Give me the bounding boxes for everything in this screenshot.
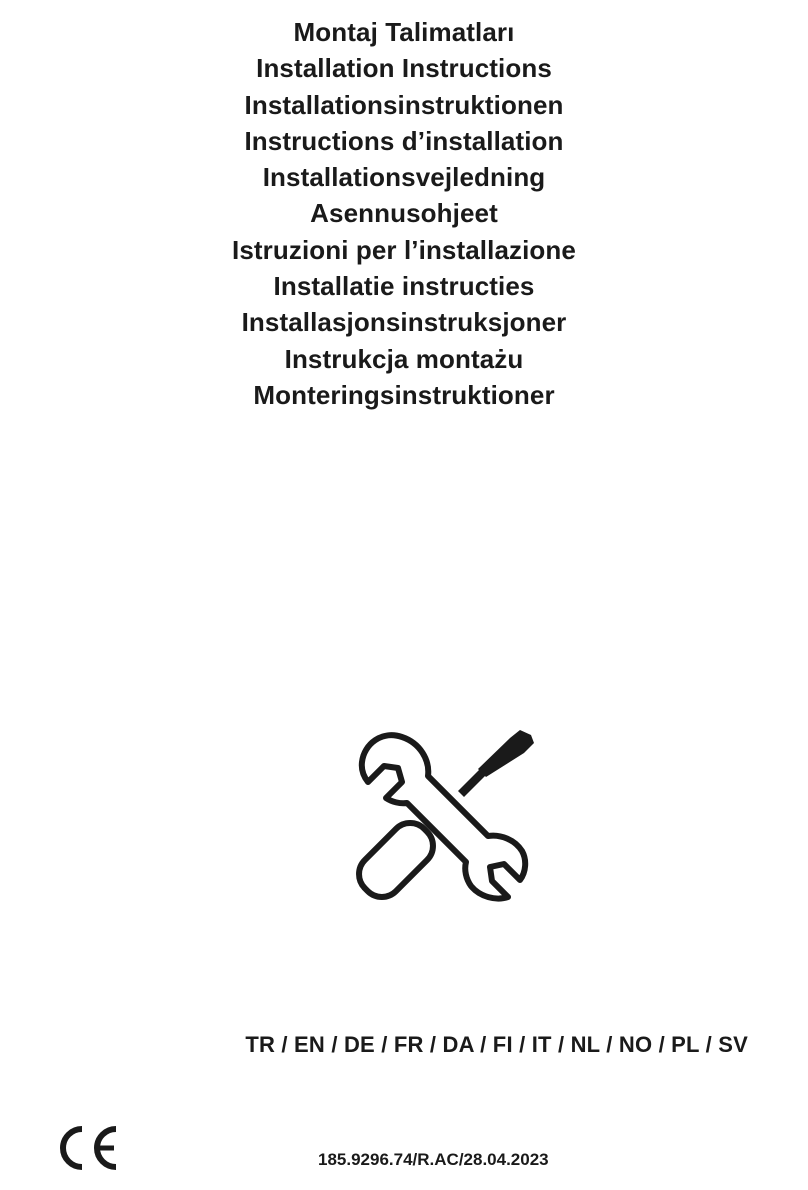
title-it: Istruzioni per l’installazione	[232, 234, 576, 265]
title-list	[0, 14, 808, 413]
screwdriver-tip	[478, 730, 534, 777]
ce-mark-c	[63, 1129, 82, 1167]
wrench-and-screwdriver-icon	[340, 718, 550, 918]
title-nl: Installatie instructies	[273, 271, 535, 302]
language-codes: TR / EN / DE / FR / DA / FI / IT / NL / NO / PL / SV	[245, 1032, 748, 1057]
title-en: Installation Instructions	[256, 53, 552, 84]
title-fi: Asennusohjeet	[310, 198, 498, 229]
document-code: 185.9296.74/R.AC/28.04.2023	[318, 1150, 549, 1169]
title-de: Installationsinstruktionen	[244, 89, 564, 120]
title-fr: Instructions d’installation	[244, 125, 564, 156]
ce-mark-icon	[56, 1124, 120, 1172]
title-sv: Monteringsinstruktioner	[253, 379, 555, 410]
title-pl: Instrukcja montażu	[284, 343, 524, 374]
title-no: Installasjonsinstruksjoner	[241, 307, 567, 338]
screwdriver-handle	[351, 815, 442, 906]
title-da: Installationsvejledning	[262, 162, 546, 193]
title-tr: Montaj Talimatları	[293, 17, 515, 47]
